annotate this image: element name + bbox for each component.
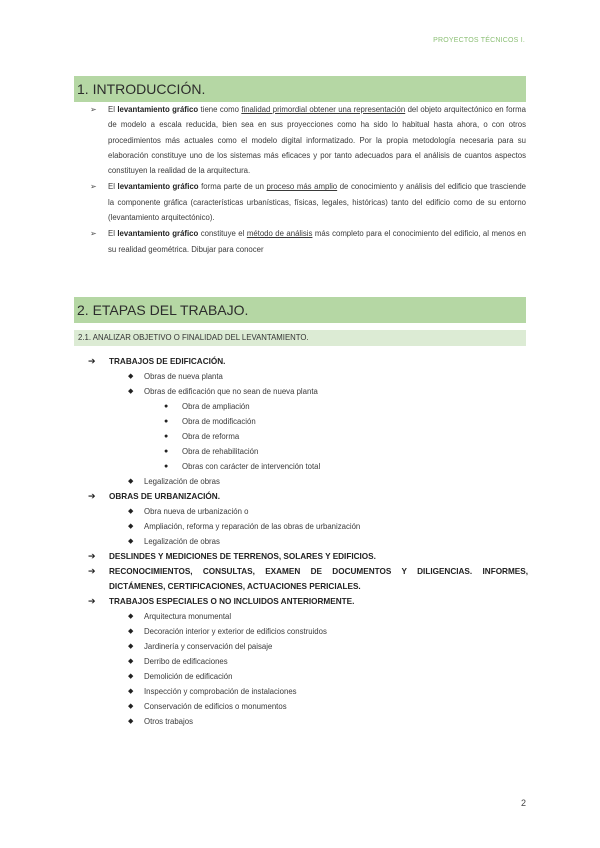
item-label: TRABAJOS DE EDIFICACIÓN. [109, 357, 226, 366]
diamond-bullet-icon: ◆ [128, 478, 134, 485]
list-item-level2 [88, 519, 528, 534]
paragraph-text: El [108, 229, 118, 239]
diamond-bullet-icon: ◆ [128, 373, 134, 380]
list-item-level2 [88, 369, 528, 384]
list-item-level3 [88, 414, 528, 429]
item-label: Obra de rehabilitación [182, 447, 259, 456]
item-label: Jardinería y conservación del paisaje [144, 642, 273, 651]
diamond-bullet-icon: ◆ [128, 388, 134, 395]
diamond-bullet-icon: ◆ [128, 628, 134, 635]
arrow-icon: ➔ [88, 356, 96, 366]
diamond-bullet-icon: ◆ [128, 688, 134, 695]
work-types-list [88, 354, 528, 729]
list-item-level2 [88, 384, 528, 399]
paragraph-text: forma parte de un [198, 182, 267, 192]
underlined-phrase: finalidad primordial obtener una representación [241, 105, 406, 114]
list-item-level1 [88, 564, 528, 594]
intro-paragraphs [90, 102, 526, 258]
item-label: OBRAS DE URBANIZACIÓN. [109, 492, 220, 501]
diamond-bullet-icon: ◆ [128, 508, 134, 515]
running-header: PROYECTOS TÉCNICOS I. [433, 37, 525, 44]
item-label: Obra de reforma [182, 432, 240, 441]
item-label: Obras de nueva planta [144, 372, 223, 381]
list-item-level2 [88, 684, 528, 699]
item-label: Arquitectura monumental [144, 612, 232, 621]
list-item-level3 [88, 444, 528, 459]
item-label: Conservación de edificios o monumentos [144, 702, 287, 711]
diamond-bullet-icon: ◆ [128, 718, 134, 725]
bold-term: levantamiento gráfico [117, 182, 199, 192]
list-item-level2 [88, 639, 528, 654]
item-label: Legalización de obras [144, 477, 220, 486]
list-item-level2 [88, 504, 528, 519]
item-label: Decoración interior y exterior de edificios construidos [144, 627, 327, 636]
paragraph-text: El [108, 105, 118, 114]
item-label: Ampliación, reforma y reparación de las obras de urbanización [144, 522, 361, 531]
list-item-level2 [88, 534, 528, 549]
subsection-heading: 2.1. ANALIZAR OBJETIVO O FINALIDAD DEL LEVANTAMIENTO. [74, 330, 526, 346]
diamond-bullet-icon: ◆ [128, 673, 134, 680]
diamond-bullet-icon: ◆ [128, 523, 134, 530]
bold-term: levantamiento gráfico [117, 105, 199, 114]
dot-bullet-icon: ● [164, 433, 169, 440]
item-label: Inspección y comprobación de instalaciones [144, 687, 297, 696]
paragraph-text: más completo para el conocimiento del edificio, al menos en su realidad geométrica. Dibujar para conocer [108, 229, 526, 254]
section-heading-etapas: 2. ETAPAS DEL TRABAJO. [74, 297, 526, 323]
item-label: DESLINDES Y MEDICIONES DE TERRENOS, SOLARES Y EDIFICIOS. [109, 552, 376, 561]
list-item-level2 [88, 699, 528, 714]
paragraph-text: tiene como [198, 105, 242, 114]
diamond-bullet-icon: ◆ [128, 703, 134, 710]
item-label: Obras con carácter de intervención total [182, 462, 321, 471]
list-item-level2 [88, 474, 528, 489]
paragraph-text: de conocimiento y análisis del edificio que trasciende la componente gráfica (características urbanísticas, físicas, legales, históricas) tanto del edificio como de su entorno (levantamiento arquitectónico). [108, 182, 526, 223]
page-number: 2 [520, 798, 526, 808]
diamond-bullet-icon: ◆ [128, 658, 134, 665]
list-item-level1 [88, 594, 528, 609]
item-label: Legalización de obras [144, 537, 220, 546]
dot-bullet-icon: ● [164, 418, 169, 425]
list-item-level3 [88, 399, 528, 414]
intro-paragraph-3 [90, 226, 526, 257]
arrow-icon: ➔ [88, 551, 96, 561]
underlined-phrase: método de análisis [246, 229, 313, 239]
item-label: Otros trabajos [144, 717, 193, 726]
list-item-level2 [88, 624, 528, 639]
item-label: Derribo de edificaciones [144, 657, 228, 666]
dot-bullet-icon: ● [164, 448, 169, 455]
arrow-bullet-icon: ➢ [90, 105, 97, 114]
paragraph-text: constituye el [198, 229, 247, 239]
arrow-bullet-icon: ➢ [90, 182, 97, 192]
item-label: Obras de edificación que no sean de nueva planta [144, 387, 318, 396]
underlined-phrase: proceso más amplio [266, 182, 338, 192]
bold-term: levantamiento gráfico [117, 229, 199, 239]
item-label: Obra nueva de urbanización o [144, 507, 249, 516]
paragraph-text: del objeto arquitectónico en forma de modelo a escala reducida, bien sea en sus proyecciones como ha sido lo habitual hasta ahora, o con otros procedimientos más actuales como el modelo digital informatizado. Por la propia metodología necesaria para su elaboración constituye uno de los sistemas más eficaces y por tanto adecuados para el análisis de cuantos aspectos constituyen la realidad de la arquitectura. [108, 105, 526, 176]
arrow-bullet-icon: ➢ [90, 229, 97, 239]
diamond-bullet-icon: ◆ [128, 538, 134, 545]
section-heading-introduccion: 1. INTRODUCCIÓN. [74, 76, 526, 102]
list-item-level2 [88, 714, 528, 729]
list-item-level3 [88, 429, 528, 444]
list-item-level2 [88, 609, 528, 624]
arrow-icon: ➔ [88, 566, 96, 576]
list-item-level2 [88, 669, 528, 684]
dot-bullet-icon: ● [164, 403, 169, 410]
item-label: TRABAJOS ESPECIALES O NO INCLUIDOS ANTERIORMENTE. [109, 597, 355, 606]
paragraph-text: El [108, 182, 118, 192]
item-label: Obra de modificación [182, 417, 256, 426]
dot-bullet-icon: ● [164, 463, 169, 470]
arrow-icon: ➔ [88, 491, 96, 501]
intro-paragraph-2 [90, 179, 526, 225]
item-label: RECONOCIMIENTOS, CONSULTAS, EXAMEN DE DOCUMENTOS Y DILIGENCIAS. INFORMES, DICTÁMENES, CERTIFICACIONES, ACTUACIONES PERICIALES. [109, 567, 528, 591]
list-item-level1 [88, 489, 528, 504]
item-label: Obra de ampliación [182, 402, 250, 411]
list-item-level2 [88, 654, 528, 669]
list-item-level1 [88, 549, 528, 564]
diamond-bullet-icon: ◆ [128, 613, 134, 620]
item-label: Demolición de edificación [144, 672, 233, 681]
list-item-level3 [88, 459, 528, 474]
diamond-bullet-icon: ◆ [128, 643, 134, 650]
intro-paragraph-1 [90, 102, 526, 178]
list-item-level1 [88, 354, 528, 369]
arrow-icon: ➔ [88, 596, 96, 606]
